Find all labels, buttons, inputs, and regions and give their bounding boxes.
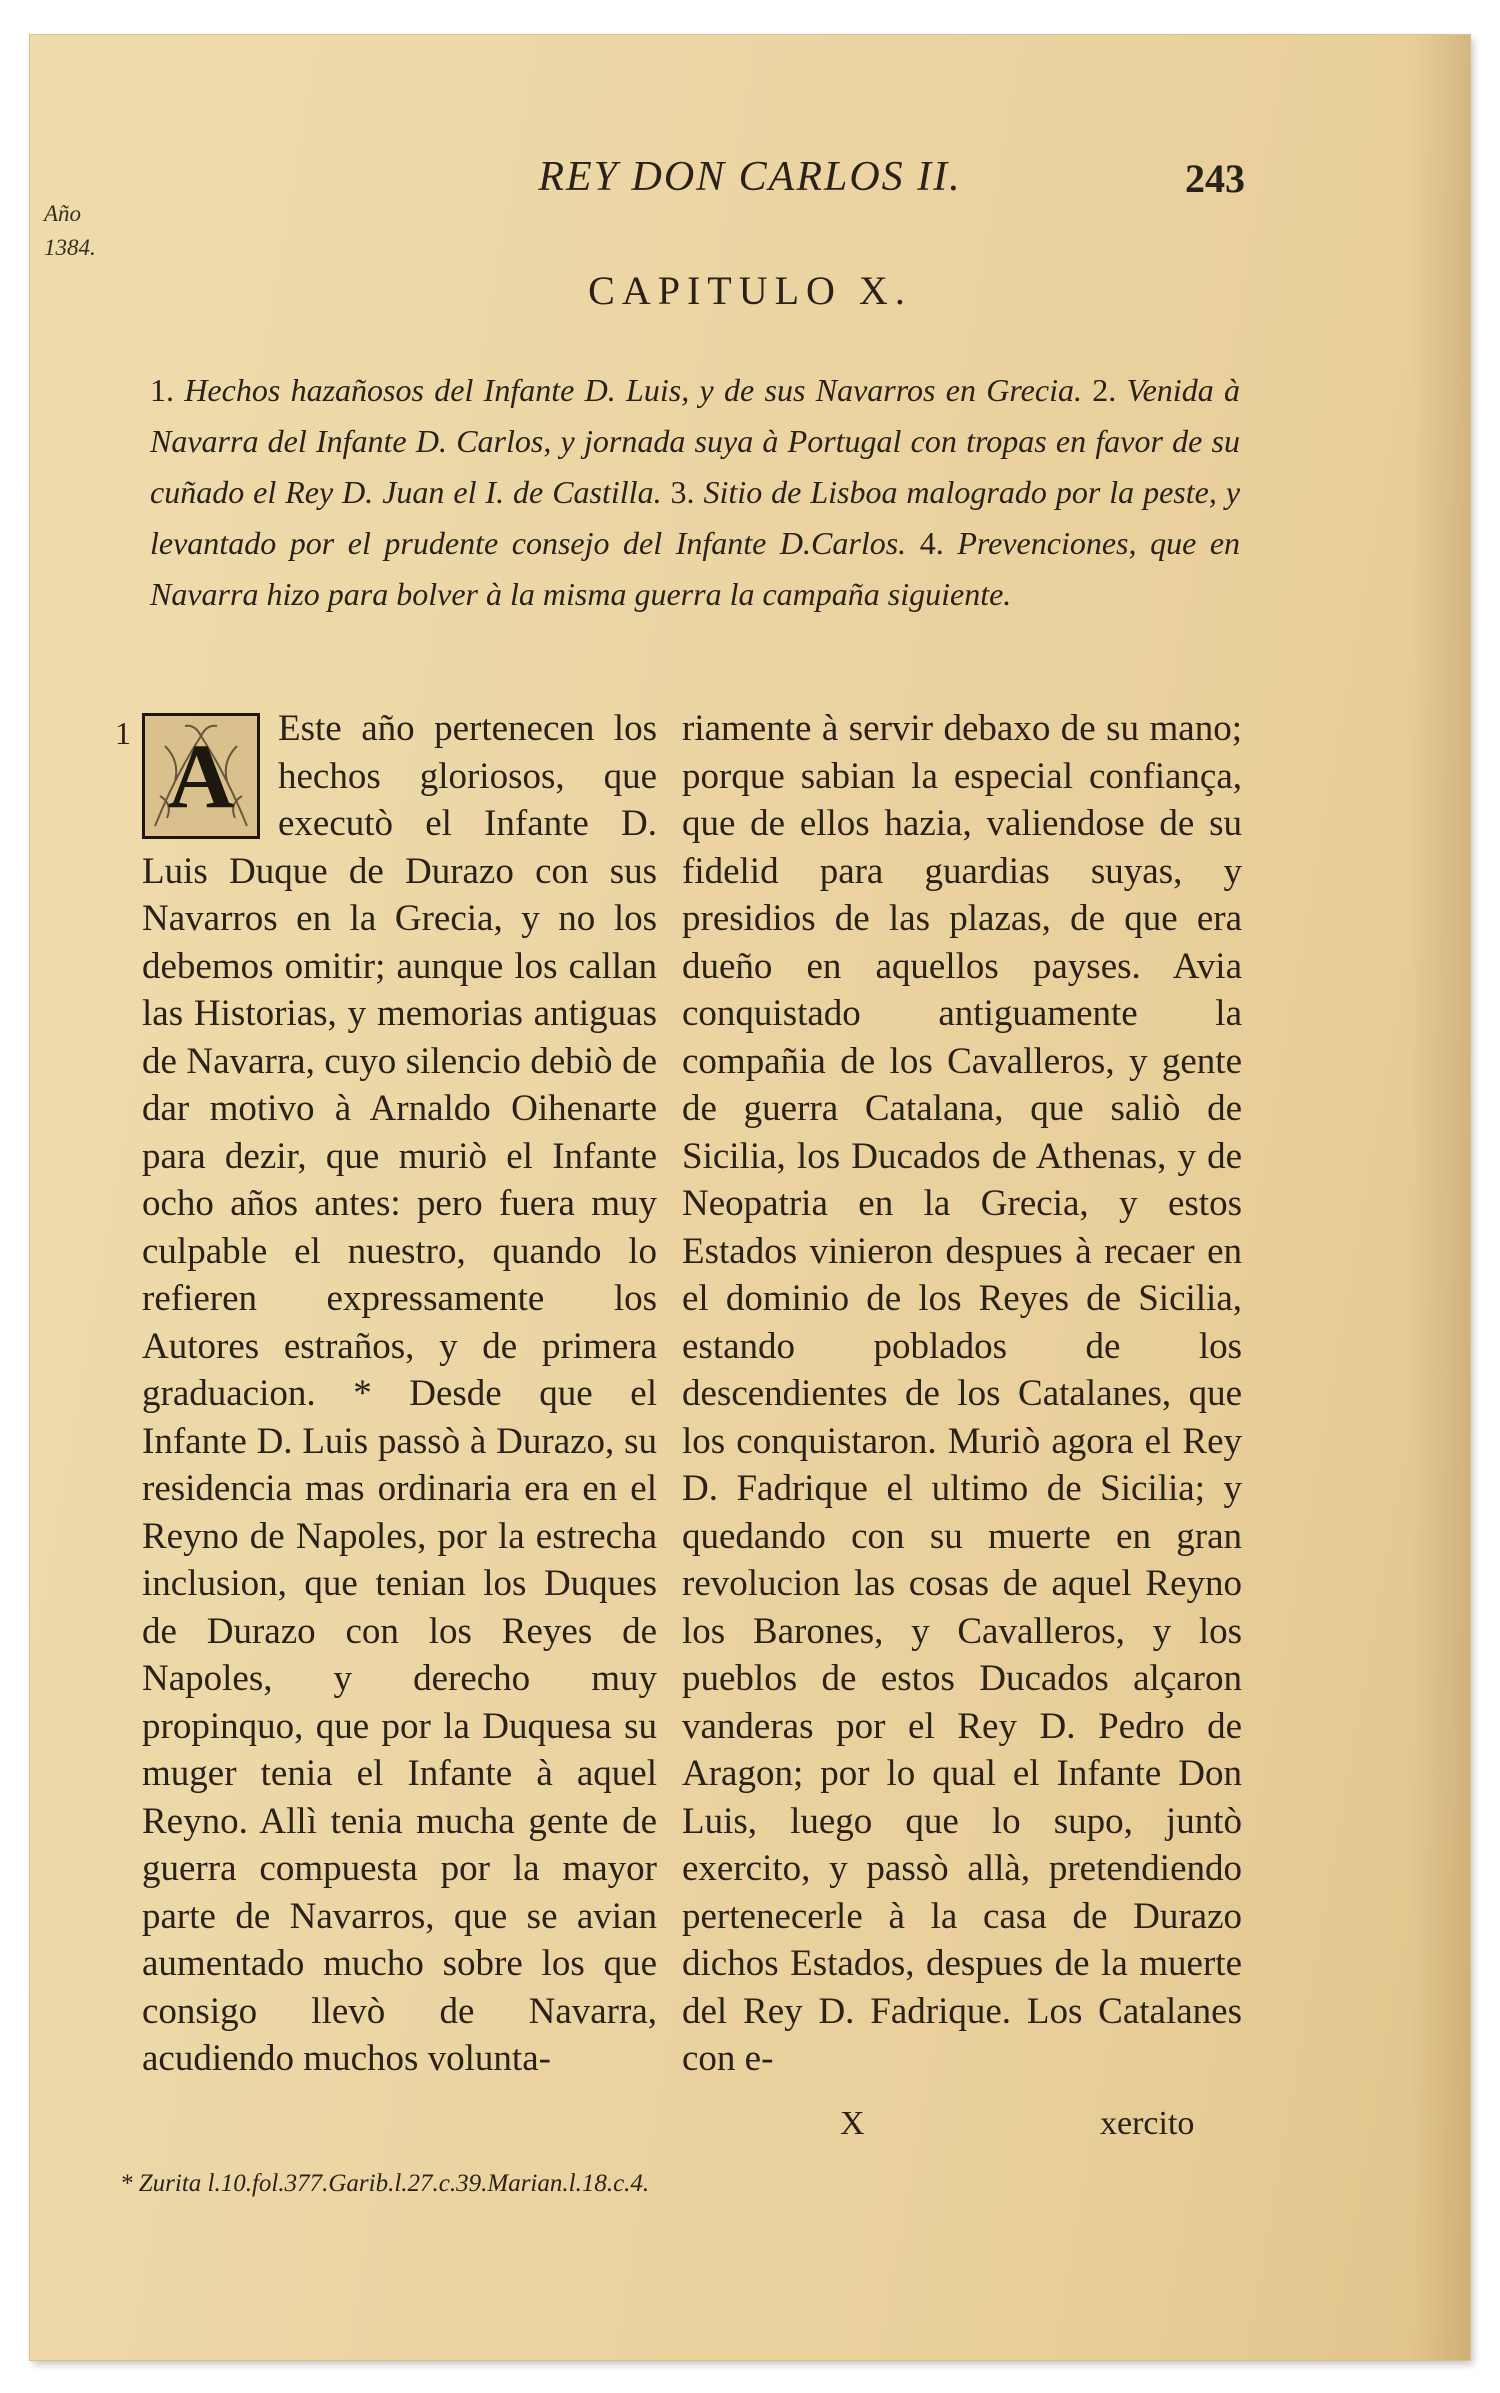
left-column-text: Este año pertenecen los hechos gloriosos, que executò el Infante D. Luis Duque de Durazo con sus Navarros en la Grecia, y no los debemos omitir; aunque los callan las Historias, y memorias antiguas de Navarra, cuyo silencio debiò de dar motivo à Arnaldo Oihenarte para dezir, que muriò el Infante ocho años antes: pero fuera muy culpable el nuestro, quando lo refieren expressamente los Autores estraños, y de primera graduacion. * Desde que el Infante D. Luis passò à Durazo, su residencia mas ordinaria era en el Reyno de Napoles, por la estrecha inclusion, que tenian los Duques de Durazo con los Reyes de Napoles, y derecho muy propinquo, que por la Duquesa su muger tenia el Infante à aquel Reyno. Allì tenia mucha gente de guerra compuesta por la mayor parte de Navarros, que se avian aumentado mucho sobre los que consigo llevò de Navarra, acudiendo muchos volunta- <box>142 708 657 2079</box>
summary-item-1: Hechos hazañosos del Infante D. Luis, y de sus Navarros en Grecia. <box>184 372 1082 408</box>
right-column-text: riamente à servir debaxo de su mano; porque sabian la especial confiança, que de ellos hazia, valiendose de su fidelid para guardias suyas, y presidios de las plazas, de que era dueño en aquellos payses. Avia conquistado antiguamente la compañia de los Cavalleros, y gente de guerra Catalana, que saliò de Sicilia, los Ducados de Athenas, y de Neopatria en la Grecia, y estos Estados vinieron despues à recaer en el dominio de los Reyes de Sicilia, estando poblados de los descendientes de los Catalanes, que los conquistaron. Muriò agora el Rey D. Fadrique el ultimo de Sicilia; y quedando con su muerte en gran revolucion las cosas de aquel Reyno los Barones, y Cavalleros, y los pueblos de estos Ducados alçaron vanderas por el Rey D. Pedro de Aragon; por lo qual el Infante Don Luis, luego que lo supo, juntò exercito, y passò allà, pretendiendo pertenecerle à la casa de Durazo dichos Estados, despues de la muerte del Rey D. Fadrique. Los Catalanes con e- <box>682 708 1242 2079</box>
paragraph-number: 1 <box>115 715 131 751</box>
margin-year-note: Año 1384. <box>44 201 96 260</box>
right-column <box>682 705 1242 2083</box>
summary-number-3: 3. <box>670 474 695 510</box>
initial-letter: A <box>167 725 235 827</box>
summary-number-2: 2. <box>1092 372 1117 408</box>
chapter-title: CAPITULO X. <box>588 268 912 313</box>
summary-number-4: 4. <box>919 525 944 561</box>
summary-item-2: Venida à Navarra del Infante D. Carlos, y jornada suya à Portugal con tropas en favor de su cuñado el Rey D. Juan el I. de Castilla. <box>150 372 1240 510</box>
catchword: xercito <box>1100 2105 1195 2142</box>
running-head: REY DON CARLOS II. <box>538 154 962 200</box>
chapter-summary <box>150 365 1240 620</box>
footnote: * Zurita l.10.fol.377.Garib.l.27.c.39.Marian.l.18.c.4. <box>120 2170 650 2197</box>
signature-mark: X <box>840 2105 865 2142</box>
left-column <box>142 705 657 2083</box>
decorated-initial <box>142 713 260 839</box>
book-page <box>30 35 1470 2360</box>
page-number: 243 <box>1185 156 1245 201</box>
summary-item-4: Prevenciones, que en Navarra hizo para bolver à la misma guerra la campaña siguiente. <box>150 525 1241 612</box>
summary-number-1: 1. <box>150 372 174 408</box>
summary-item-3: Sitio de Lisboa malogrado por la peste, y levantado por el prudente consejo del Infante D.Carlos. <box>150 474 1241 561</box>
